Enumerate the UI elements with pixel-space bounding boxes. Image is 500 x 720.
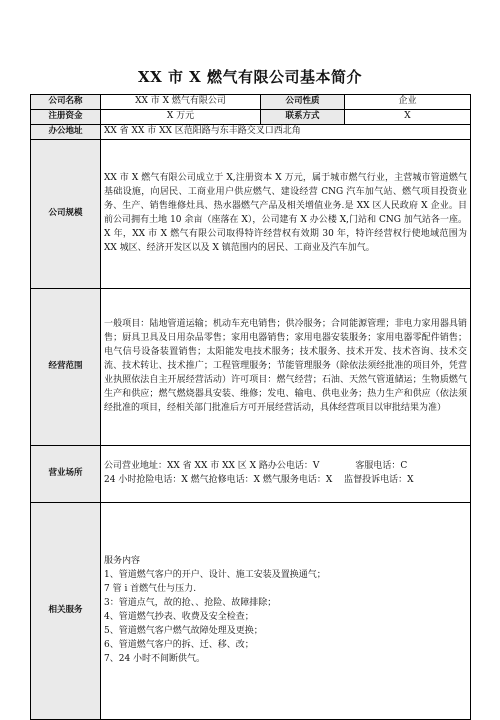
scale-paragraph: XX 市 X 燃气有限公司成立于 X,注册资本 X 万元，属于城市燃气行业，主营城市管道燃气基础设施，向居民、工商业用户供应燃气、建设经营 CNG 汽车加气站、燃气项目投资业务、生产、销售维修灶具、热水器燃气产品及相关增值业务.是 XX 区人民政府 X 企业。目前公司拥有土地 10 余亩（座落在 X），公司建有 X 办公楼 X,门站和 CNG 加气站各一座。X 年，XX 市 X 燃气有限公司取得特许经营权有效期 30 年，特许经营权行使地域范围为 XX 城区、经济开发区以及 X 镇范围内的居民、工商业及汽车加气。 [104,173,467,253]
capital-value: X 万元 [101,110,261,125]
row-business-scope [31,288,471,445]
services-list [104,555,467,667]
row-scale [31,139,471,288]
scale-text [101,139,471,288]
row-services [31,502,471,719]
page-title: XX 市 X 燃气有限公司基本简介 [137,68,363,86]
services-item: 服务内容 [104,556,141,567]
premises-label: 营业场所 [31,445,101,502]
premises-cell [101,445,471,502]
business-scope-cell [101,288,471,445]
capital-label: 注册资金 [31,110,101,125]
address-label: 办公地址 [31,124,101,139]
row-name-type [31,95,471,110]
address-value: XX 省 XX 市 XX 区范阳路与东丰路交叉口西北角 [101,124,471,139]
business-scope-label: 经营范围 [31,288,101,445]
services-label: 相关服务 [31,502,101,719]
company-name-label: 公司名称 [31,95,101,110]
services-item: 1、管道燃气客户的开户、设计、施工安装及置换通气； [104,570,326,581]
services-item: 7 管 i 首燃气仕与压力. [104,584,197,594]
company-info-table [30,94,471,720]
services-cell [101,502,471,719]
premises-line-1: 公司营业地址：XX 省 XX 市 XX 区 X 路办公电话：V 客服电话：C [104,460,408,471]
services-item: 6、管道燃气客户的拆、迁、移、改； [104,639,254,650]
services-item: 5、管道燃气客户燃气故障处理及更换； [104,625,263,636]
services-item: 3：管道点气，故的抢、、抢险、故障排除； [104,597,277,608]
row-capital-contact [31,110,471,125]
business-scope-paragraph: 一般项目：陆地管道运输；机动车充电销售；供冷服务；合同能源管理；非电力家用器具销售；厨具卫具及日用杂品零售；家用电器销售；家用电器安装服务；家用电器零配件销售；电气信号设备装置销售；太阳能发电技术服务；技术服务、技术开发、技术咨询、技术交流、技术转让、技术推广；工程管理服务；节能管理服务（除依法须经批准的项目外，凭营业执照依法自主开展经营活动）许可项目：燃气经营；石油、天然气管道储运；生物质燃气生产和供应；燃气燃烧器具安装、维修；发电、输电、供电业务；热力生产和供应（依法须经批准的项目，经相关部门批准后方可开展经营活动，具体经营项目以审批结果为准） [104,319,467,413]
contact-label: 联系方式 [261,110,345,125]
company-type-label: 公司性质 [261,95,345,110]
scale-label: 公司规模 [31,139,101,288]
row-premises [31,445,471,502]
premises-line-2: 24 小时抢险电话：X 燃气抢修电话：X 燃气服务电话：X 监督投诉电话：X [104,474,414,485]
services-item: 4、管道燃气抄表、收费及安全检查； [104,611,254,622]
company-name-value: XX 市 X 燃气有限公司 [101,95,261,110]
row-address [31,124,471,139]
services-item: 7、24 小时不间断供气。 [104,653,206,664]
company-type-value: 企业 [345,95,471,110]
contact-value: X [345,110,471,125]
